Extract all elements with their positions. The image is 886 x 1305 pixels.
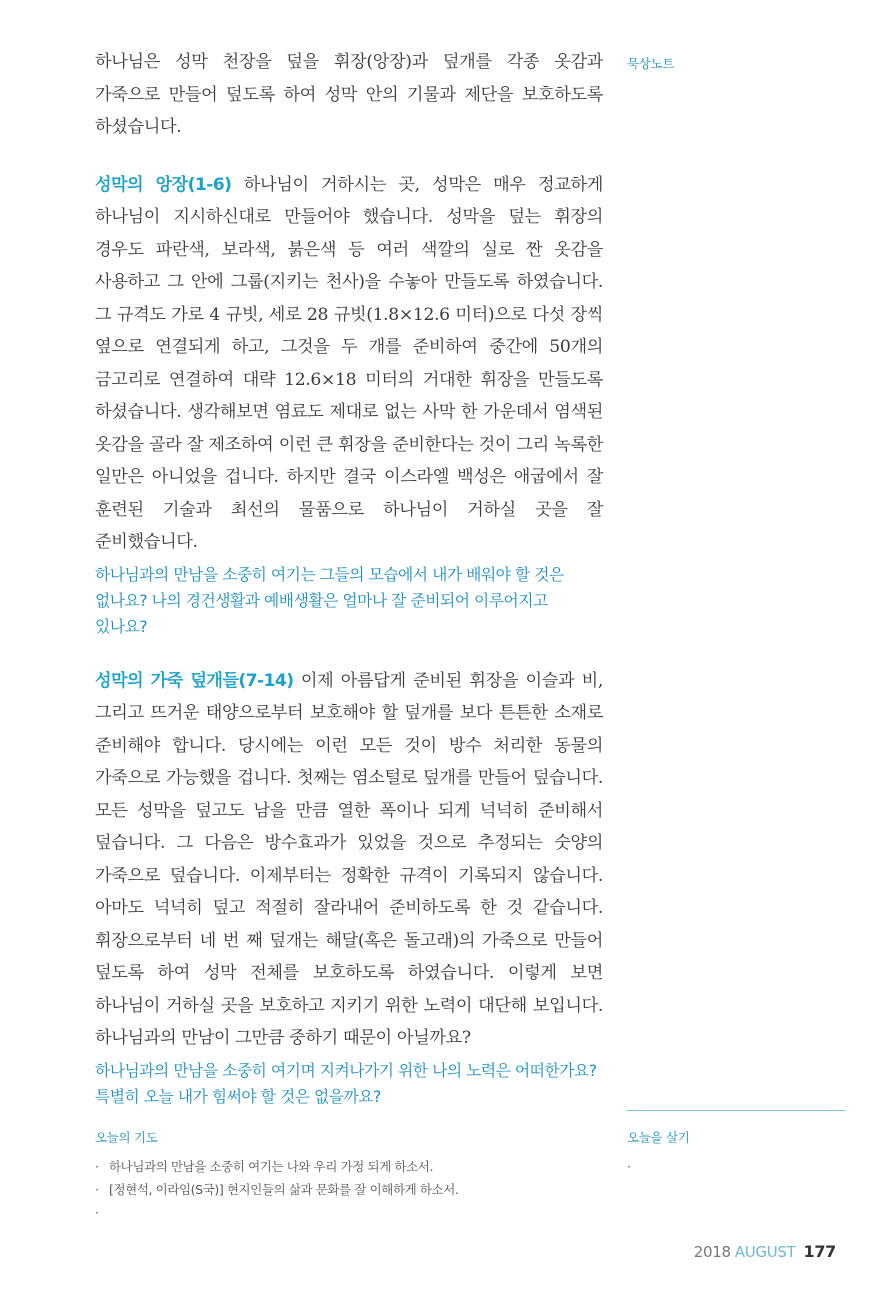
prayer-item <box>95 1201 595 1224</box>
section-2-heading: 성막의 가죽 덮개들(7-14) <box>95 670 294 691</box>
bullet-dot: · <box>627 1159 631 1174</box>
meditation-note-label: 묵상노트 <box>627 56 675 71</box>
prayer-list <box>95 1155 595 1224</box>
section-1-question: 하나님과의 만남을 소중히 여기는 그들의 모습에서 내가 배워야 할 것은 없나요? 나의 경건생활과 예배생활은 얼마나 잘 준비되어 이루어지고 있나요? <box>95 564 564 636</box>
divider-line <box>627 1110 845 1111</box>
section-1-body: 하나님이 거하시는 곳, 성막은 매우 정교하게 하나님이 지시하신대로 만들어야 했습니다. 성막을 덮는 휘장의 경우도 파란색, 보라색, 붉은색 등 여러 색깔의 실로 짠 옷감을 사용하고 그 안에 그룹(지키는 천사)을 수놓아 만들도록 하였습니다. 그 규격도 가로 4 규빗, 세로 28 규빗(1.8×12.6 미터)으로 다섯 장씩 옆으로 연결되게 하고, 그것을 두 개를 준비하여 중간에 50개의 금고리로 연결하여 대략 12.6×18 미터의 거대한 휘장을 만들도록 하셨습니다. 생각해보면 염료도 제대로 없는 사막 한 가운데서 염색된 옷감을 골라 잘 제조하여 이런 큰 휘장을 준비한다는 것이 그리 녹록한 일만은 아니었을 겁니다. 하지만 결국 이스라엘 백성은 애굽에서 잘 훈련된 기술과 최선의 물품으로 하나님이 거하실 곳을 잘 준비했습니다. <box>95 174 603 552</box>
section-2-body: 이제 아름답게 준비된 휘장을 이슬과 비, 그리고 뜨거운 태양으로부터 보호해야 할 덮개를 보다 튼튼한 소재로 준비해야 합니다. 당시에는 이런 모든 것이 방수 처리한 동물의 가죽으로 가능했을 겁니다. 첫째는 염소털로 덮개를 만들어 덮습니다. 모든 성막을 덮고도 남을 만큼 열한 폭이나 되게 넉넉히 준비해서 덮습니다. 그 다음은 방수효과가 있었을 것으로 추정되는 숫양의 가죽으로 덮습니다. 이제부터는 정확한 규격이 기록되지 않습니다. 아마도 넉넉히 덮고 적절히 잘라내어 준비하도록 한 것 같습니다. 휘장으로부터 네 번 째 덮개는 해달(혹은 돌고래)의 가죽으로 만들어 덮도록 하여 성막 전체를 보호하도록 하였습니다. 이렇게 보면 하나님이 거하실 곳을 보호하고 지키기 위한 노력이 대단해 보입니다. 하나님과의 만남이 그만큼 중하기 때문이 아닐까요? <box>95 670 603 1048</box>
bullet-dot: · <box>95 1182 99 1197</box>
today-block <box>627 1128 845 1178</box>
prayer-title: 오늘의 기도 <box>95 1130 158 1145</box>
today-title: 오늘을 살기 <box>627 1130 690 1145</box>
page-footer <box>694 1242 836 1261</box>
section-2-paragraph <box>95 665 603 1055</box>
section-2-question: 하나님과의 만남을 소중히 여기며 지켜나가기 위한 나의 노력은 어떠한가요? 특별히 오늘 내가 힘써야 할 것은 없을까요? <box>95 1060 597 1106</box>
bullet-dot: · <box>95 1205 99 1220</box>
section-1-heading: 성막의 앙장(1-6) <box>95 174 232 195</box>
prayer-block <box>95 1128 595 1224</box>
prayer-item: · 하나님과의 만남을 소중히 여기는 나와 우리 가정 되게 하소서. <box>95 1155 595 1178</box>
footer-year: 2018 <box>693 1243 731 1261</box>
page-number: 177 <box>803 1242 836 1261</box>
today-item <box>627 1155 845 1178</box>
footer-month: AUGUST <box>734 1243 796 1261</box>
section-1-paragraph <box>95 169 603 559</box>
bullet-dot: · <box>95 1159 99 1174</box>
devotional-body <box>95 46 603 1110</box>
prayer-item: · [정현석, 이라임(S국)] 현지인들의 삶과 문화를 잘 이해하게 하소서. <box>95 1178 595 1201</box>
intro-paragraph: 하나님은 성막 천장을 덮을 휘장(앙장)과 덮개를 각종 옷감과 가죽으로 만들어 덮도록 하여 성막 안의 기물과 제단을 보호하도록 하셨습니다. <box>95 52 603 137</box>
